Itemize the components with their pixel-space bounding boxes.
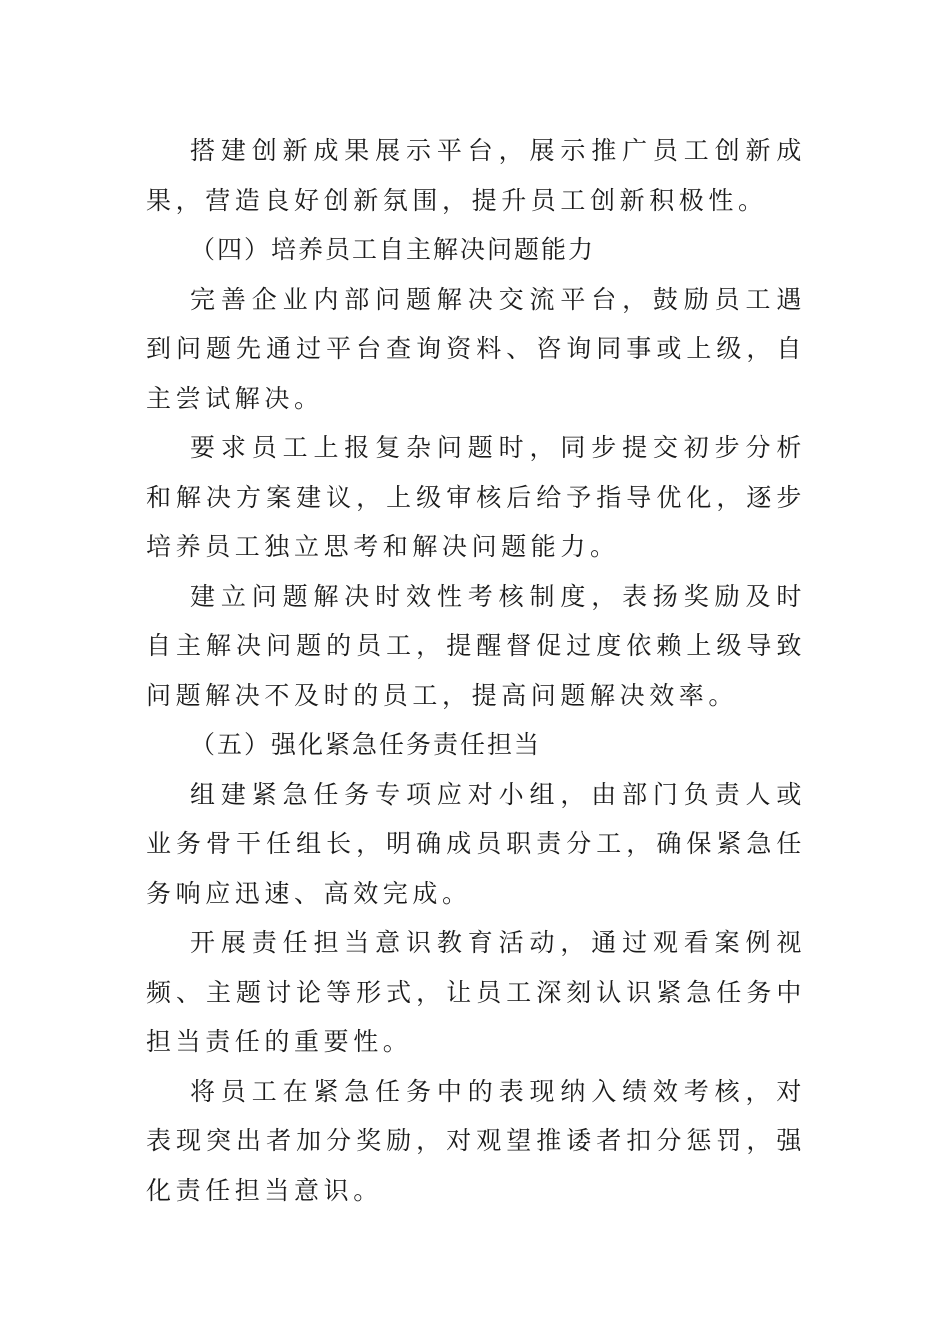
paragraph-complex-problem-report: 要求员工上报复杂问题时，同步提交初步分析和解决方案建议，上级审核后给予指导优化，逐步培养员工独立思考和解决问题能力。 [146, 433, 806, 561]
paragraph-innovation-platform: 搭建创新成果展示平台，展示推广员工创新成果，营造良好创新氛围，提升员工创新积极性。 [146, 136, 806, 215]
paragraph-emergency-team: 组建紧急任务专项应对小组，由部门负责人或业务骨干任组长，明确成员职责分工，确保紧急任务响应迅速、高效完成。 [146, 779, 806, 908]
paragraph-problem-platform: 完善企业内部问题解决交流平台，鼓励员工遇到问题先通过平台查询资料、咨询同事或上级，自主尝试解决。 [146, 284, 806, 413]
paragraph-responsibility-education: 开展责任担当意识教育活动，通过观看案例视频、主题讨论等形式，让员工深刻认识紧急任务中担当责任的重要性。 [146, 928, 806, 1056]
paragraph-timeliness-assessment: 建立问题解决时效性考核制度，表扬奖励及时自主解决问题的员工，提醒督促过度依赖上级导致问题解决不及时的员工，提高问题解决效率。 [146, 581, 806, 710]
section-heading-5: （五）强化紧急任务责任担当 [190, 730, 542, 759]
document-body [146, 126, 806, 1215]
paragraph-performance-assessment: 将员工在紧急任务中的表现纳入绩效考核，对表现突出者加分奖励，对观望推诿者扣分惩罚，强化责任担当意识。 [146, 1076, 806, 1205]
section-heading-4: （四）培养员工自主解决问题能力 [190, 235, 596, 264]
